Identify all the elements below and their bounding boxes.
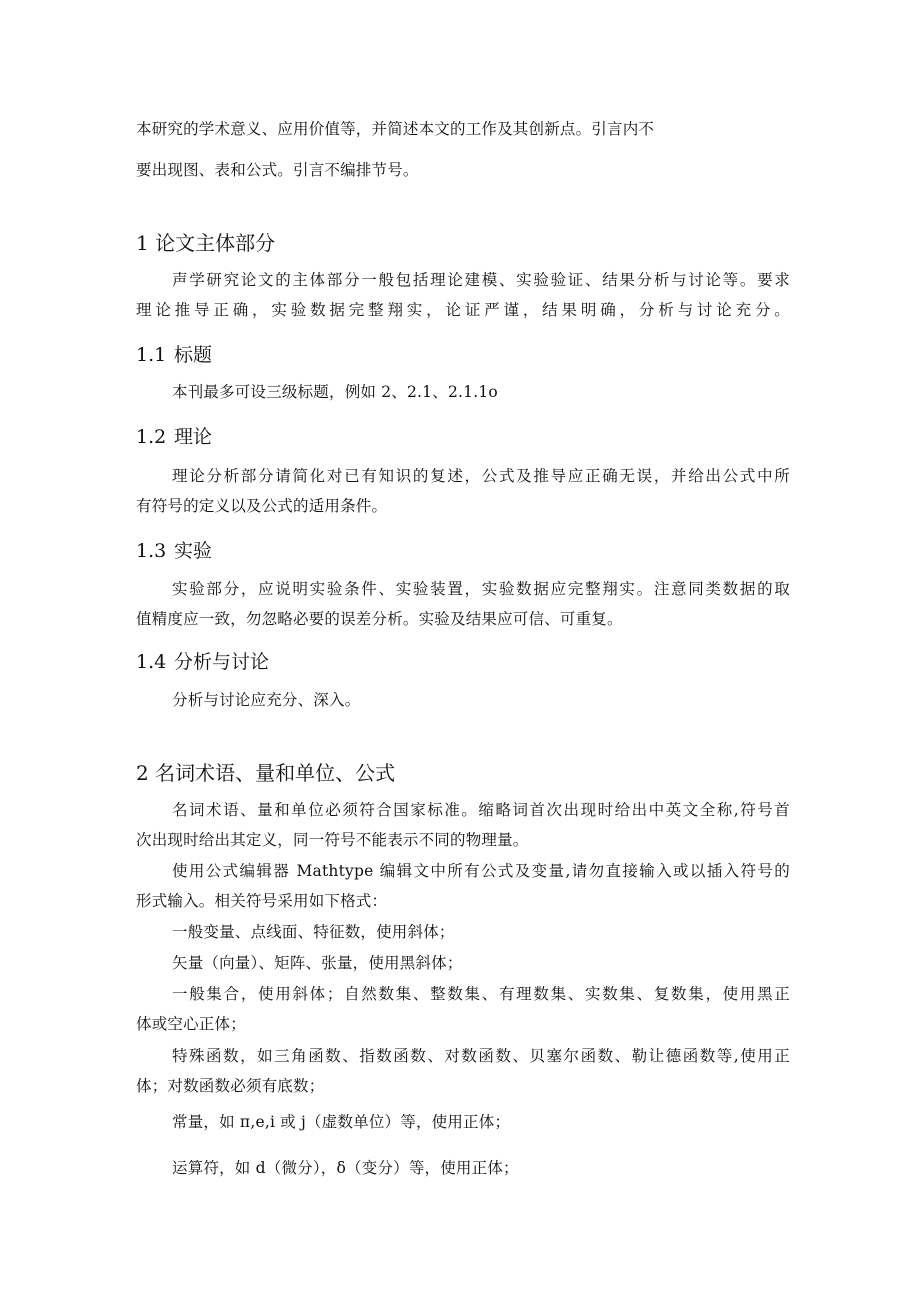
subsection-title: 理论	[174, 426, 213, 448]
section-2-p7: 常量，如 π,e,i 或 j（虚数单位）等，使用正体；	[172, 1113, 511, 1131]
section-1-heading: 1 论文主体部分	[136, 231, 276, 255]
intro-line-2: 要出现图、表和公式。引言不编排节号。	[136, 161, 419, 179]
subsection-1-2-para-line-2: 有符号的定义以及公式的适用条件。	[136, 497, 388, 515]
section-2-p4: 矢量（向量）、矩阵、张量，使用黑斜体；	[172, 954, 463, 972]
subsection-title: 分析与讨论	[174, 651, 270, 673]
subsection-1-1-heading	[136, 343, 212, 367]
section-2-p5-line-1: 一般集合，使用斜体；自然数集、整数集、有理数集、实数集、复数集，使用黑正	[172, 985, 790, 1003]
subsection-number: 1.3	[136, 540, 167, 562]
subsection-1-2-para-line-1: 理论分析部分请简化对已有知识的复述，公式及推导应正确无误，并给出公式中所	[172, 467, 790, 485]
subsection-1-3-para-line-2: 值精度应一致，勿忽略必要的误差分析。实验及结果应可信、可重复。	[136, 610, 623, 628]
section-2-heading: 2 名词术语、量和单位、公式	[136, 761, 396, 785]
section-2-p3: 一般变量、点线面、特征数，使用斜体；	[172, 923, 455, 941]
subsection-1-1-para: 本刊最多可设三级标题，例如 2、2.1、2.1.1o	[172, 383, 498, 401]
subsection-title: 标题	[174, 344, 213, 366]
section-2-p6-line-2: 体；对数函数必须有底数；	[136, 1077, 325, 1095]
intro-line-1: 本研究的学术意义、应用价值等，并简述本文的工作及其创新点。引言内不	[136, 120, 655, 138]
subsection-number: 1.4	[136, 651, 167, 673]
subsection-number: 1.1	[136, 344, 167, 366]
section-2-p6-line-1: 特殊函数，如三角函数、指数函数、对数函数、贝塞尔函数、勒让德函数等,使用正	[172, 1047, 790, 1065]
subsection-1-2-heading	[136, 425, 212, 449]
section-2-p8: 运算符，如 d（微分），δ（变分）等，使用正体；	[172, 1159, 519, 1177]
subsection-1-4-para: 分析与讨论应充分、深入。	[172, 691, 361, 709]
subsection-1-3-heading	[136, 539, 212, 563]
section-1-para-line-1: 声学研究论文的主体部分一般包括理论建模、实验验证、结果分析与讨论等。要求	[172, 271, 790, 289]
section-2-p1-line-2: 次出现时给出其定义，同一符号不能表示不同的物理量。	[136, 831, 529, 849]
subsection-1-4-heading	[136, 650, 269, 674]
section-2-p5-line-2: 体或空心正体；	[136, 1015, 246, 1033]
subsection-title: 实验	[174, 540, 213, 562]
section-2-p2-line-2: 形式输入。相关符号采用如下格式：	[136, 892, 388, 910]
section-1-para-line-2: 理论推导正确，实验数据完整翔实，论证严谨，结果明确，分析与讨论充分。	[136, 301, 790, 319]
subsection-number: 1.2	[136, 426, 167, 448]
subsection-1-3-para-line-1: 实验部分，应说明实验条件、实验装置，实验数据应完整翔实。注意同类数据的取	[172, 580, 790, 598]
section-2-p2-line-1: 使用公式编辑器 Mathtype 编辑文中所有公式及变量,请勿直接输入或以插入符号的	[172, 862, 790, 880]
section-2-p1-line-1: 名词术语、量和单位必须符合国家标准。缩略词首次出现时给出中英文全称,符号首	[172, 801, 790, 819]
